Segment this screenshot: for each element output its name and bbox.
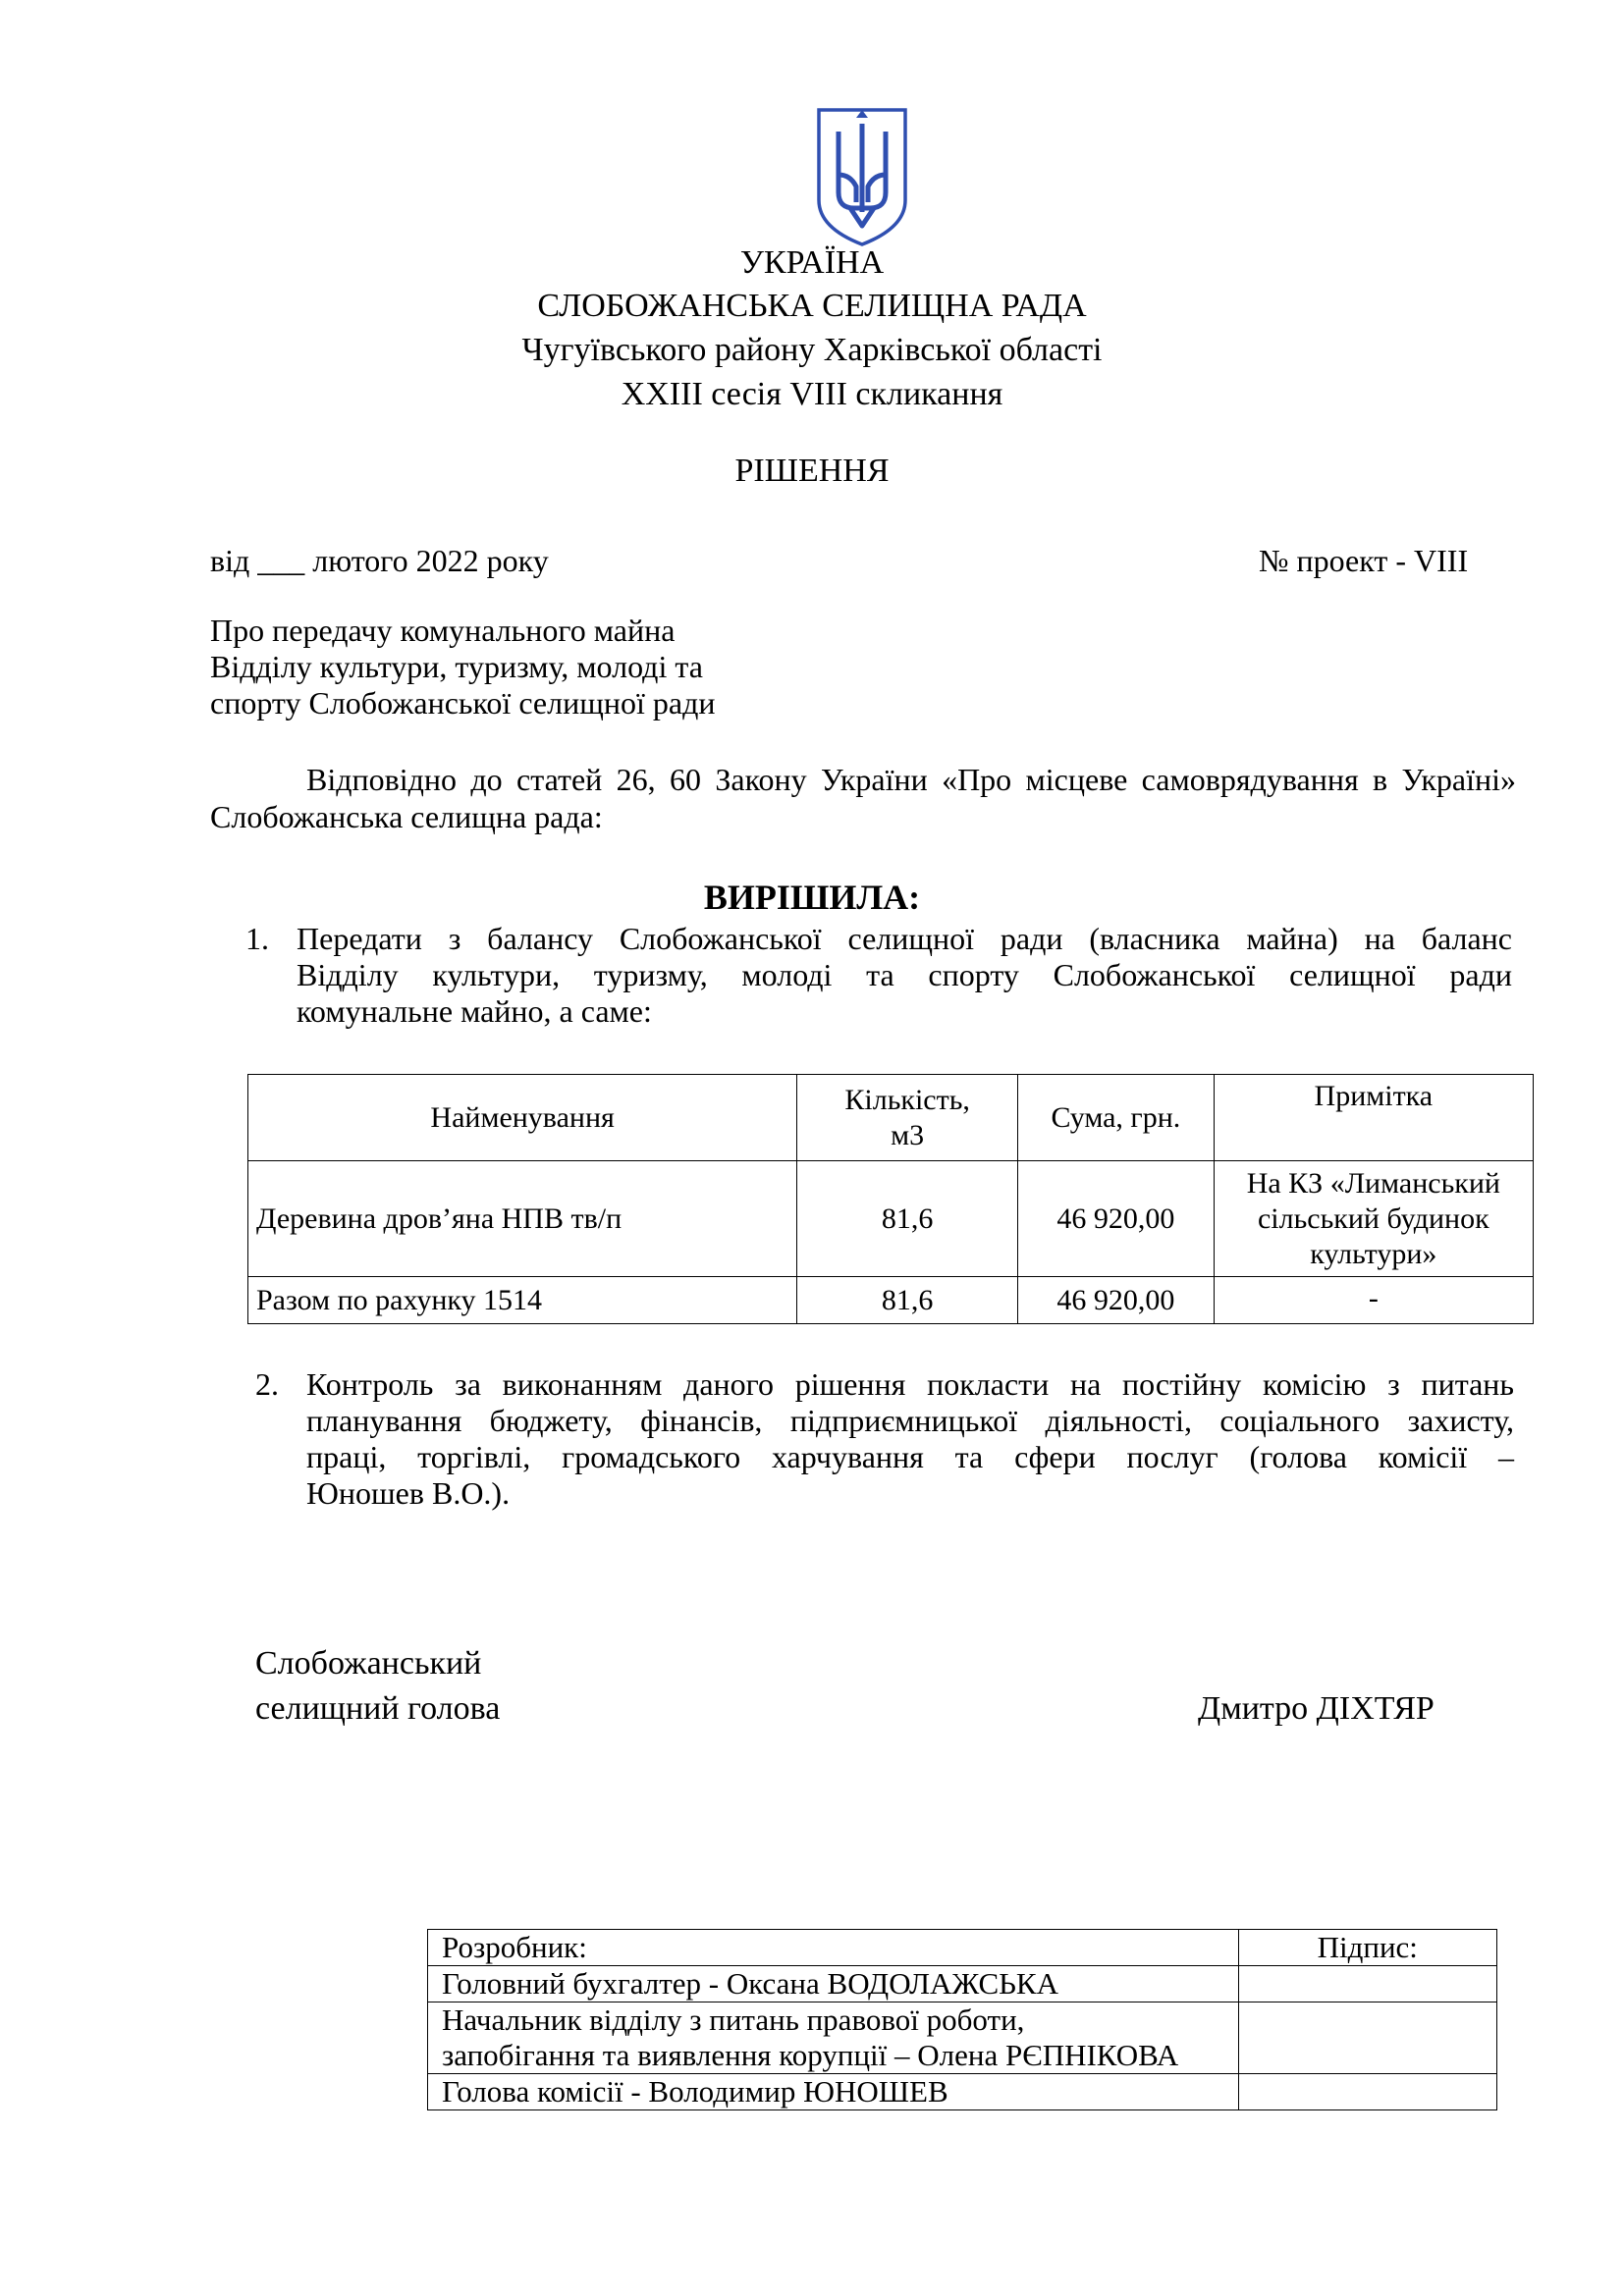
column-header-name: Найменування — [248, 1075, 797, 1161]
cell-name: Деревина дров’яна НПВ тв/п — [248, 1161, 797, 1277]
project-number: № проект - VIII — [1259, 543, 1469, 578]
resolution-item-2 — [255, 1365, 1514, 1511]
approval-table — [427, 1929, 1497, 2110]
column-header-note: Примітка — [1214, 1075, 1533, 1161]
signer-title-line: Слобожанський — [255, 1645, 482, 1682]
basis-line: Відповідно до статей 26, 60 Закону України «Про місцеве самоврядування в Україні» — [306, 762, 1516, 797]
resolution-item-1 — [245, 920, 1512, 1029]
item-number: 1. — [245, 921, 269, 956]
cell-qty: 81,6 — [797, 1161, 1018, 1277]
signer-title — [255, 1641, 500, 1732]
signature-cell — [1238, 2074, 1496, 2110]
approval-row — [428, 2074, 1497, 2110]
cell-sum: 46 920,00 — [1018, 1161, 1215, 1277]
column-header-sum: Сума, грн. — [1018, 1075, 1215, 1161]
item-line: Юношев В.О.). — [306, 1475, 511, 1511]
note-line: культури» — [1310, 1237, 1437, 1270]
council-title: СЛОБОЖАНСЬКА СЕЛИЩНА РАДА — [537, 288, 1087, 324]
coat-of-arms-icon — [813, 106, 911, 248]
item-line: Передати з балансу Слобожанської селищної ради (власника майна) на баланс — [297, 921, 1512, 956]
item-line: праці, торгівлі, громадського харчування та сфери послуг (голова комісії – — [306, 1439, 1514, 1474]
approval-header-row — [428, 1930, 1497, 1966]
approval-row — [428, 1966, 1497, 2002]
asset-table — [247, 1074, 1534, 1324]
basis-line: Слобожанська селищна рада: — [210, 799, 603, 834]
session-subtitle: XXIII сесія VIII скликання — [621, 376, 1003, 412]
total-sum: 46 920,00 — [1018, 1277, 1215, 1324]
table-total-row — [248, 1277, 1534, 1324]
document-type: РІШЕННЯ — [734, 453, 890, 489]
qty-header-line: м3 — [891, 1118, 925, 1151]
developer-label: Розробник: — [428, 1930, 1239, 1966]
signer-name: Дмитро ДІХТЯР — [1198, 1690, 1435, 1727]
approver-line: Голова комісії - Володимир ЮНОШЕВ — [442, 2074, 948, 2109]
subject-line: спорту Слобожанської селищної ради — [210, 685, 716, 721]
note-line: На КЗ «Лиманський — [1246, 1166, 1500, 1200]
district-subtitle: Чугуївського району Харківської області — [521, 332, 1103, 368]
table-header-row — [248, 1075, 1534, 1161]
approver-cell — [428, 2074, 1239, 2110]
item-line: комунальне майно, а саме: — [297, 993, 652, 1029]
total-qty: 81,6 — [797, 1277, 1018, 1324]
approver-cell — [428, 1966, 1239, 2002]
item-line: Відділу культури, туризму, молоді та спорту Слобожанської селищної ради — [297, 957, 1512, 992]
signature-cell — [1238, 1966, 1496, 2002]
document-subject — [210, 612, 897, 721]
total-label: Разом по рахунку 1514 — [248, 1277, 797, 1324]
item-line: Контроль за виконанням даного рішення покласти на постійну комісію з питань — [306, 1366, 1514, 1402]
qty-header-line: Кількість, — [844, 1083, 970, 1116]
total-note: - — [1214, 1277, 1533, 1324]
item-line: планування бюджету, фінансів, підприємницької діяльності, соціального захисту, — [306, 1403, 1514, 1438]
note-line: сільський будинок — [1257, 1201, 1489, 1235]
subject-line: Відділу культури, туризму, молоді та — [210, 649, 703, 684]
signature-label: Підпис: — [1238, 1930, 1496, 1966]
item-number: 2. — [255, 1366, 279, 1402]
document-date: від ___ лютого 2022 року — [210, 543, 549, 578]
table-row — [248, 1161, 1534, 1277]
country-title: УКРАЇНА — [739, 244, 885, 281]
approver-line: запобігання та виявлення корупції – Олена РЄПНІКОВА — [442, 2038, 1179, 2072]
approver-cell — [428, 2002, 1239, 2074]
approver-line: Головний бухгалтер - Оксана ВОДОЛАЖСЬКА — [442, 1966, 1058, 2001]
resolved-heading: ВИРІШИЛА: — [703, 878, 921, 917]
cell-note — [1214, 1161, 1533, 1277]
legal-basis — [210, 761, 1516, 835]
column-header-qty — [797, 1075, 1018, 1161]
approver-line: Начальник відділу з питань правової роботи, — [442, 2002, 1025, 2037]
approval-row — [428, 2002, 1497, 2074]
subject-line: Про передачу комунального майна — [210, 613, 676, 648]
signature-cell — [1238, 2002, 1496, 2074]
signer-title-line: селищний голова — [255, 1690, 501, 1727]
